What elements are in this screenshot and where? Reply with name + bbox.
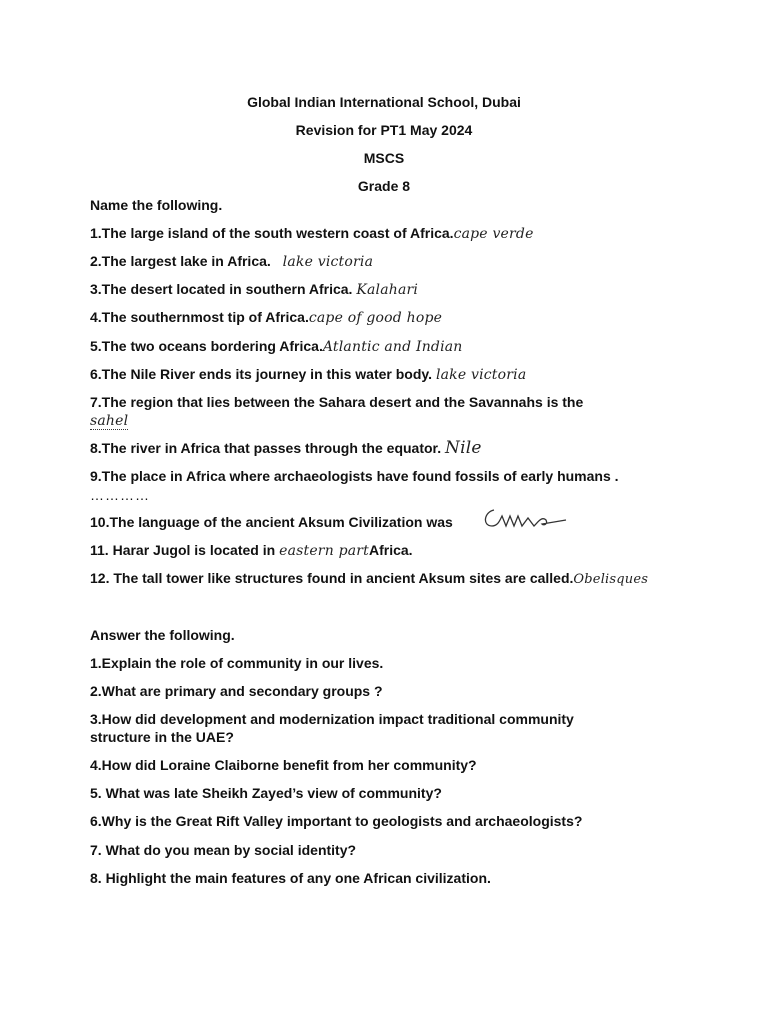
question-12-text: 12. The tall tower like structures found in ancient Aksum sites are called. [90,570,574,586]
question-5 [90,338,463,356]
answer-5: Atlantic and Indian [322,339,463,355]
answer-question-8: 8. Highlight the main features of any one African civilization. [90,870,491,886]
answer-1: cape verde [453,226,534,242]
answer-6: lake victoria [435,367,527,383]
answer-7: sahel [90,413,129,429]
question-3 [90,281,418,299]
question-11-text-post: Africa. [369,542,413,558]
question-2-text: 2.The largest lake in Africa. [90,253,271,269]
subject-name: MSCS [363,150,405,166]
answer-question-7: 7. What do you mean by social identity? [90,842,357,858]
question-6 [90,366,526,384]
question-3-text: 3.The desert located in southern Africa. [90,281,353,297]
answer-9-line [90,487,150,504]
question-7 [90,394,583,411]
answer-7-line [90,412,128,430]
revision-title: Revision for PT1 May 2024 [295,122,473,138]
section2-title: Answer the following. [90,627,235,643]
question-10-text: 10.The language of the ancient Aksum Civilization was [90,514,453,530]
question-7-text: 7.The region that lies between the Sahara desert and the Savannahs is the [90,394,584,410]
question-1-text: 1.The large island of the south western coast of Africa. [90,225,454,241]
answer-3: Kalahari [356,282,419,298]
answer-8: Nile [445,438,482,458]
answer-question-5: 5. What was late Sheikh Zayed’s view of community? [90,785,442,801]
answer-question-4: 4.How did Loraine Claiborne benefit from her community? [90,757,477,773]
question-4 [90,309,442,327]
answer-11: eastern part [279,543,369,559]
answer-10-scribble [480,502,570,532]
answer-question-1: 1.Explain the role of community in our lives. [90,655,384,671]
section1-title: Name the following. [90,197,223,213]
answer-question-3: 3.How did development and modernization impact traditional community [90,711,574,727]
answer-question-6: 6.Why is the Great Rift Valley important to geologists and archaeologists? [90,813,583,829]
answer-4: cape of good hope [308,310,443,326]
question-9-text: 9.The place in Africa where archaeologists have found fossils of early humans . [90,468,619,484]
answer-question-3-cont: structure in the UAE? [90,729,234,745]
question-6-text: 6.The Nile River ends its journey in this water body. [90,366,433,382]
question-5-text: 5.The two oceans bordering Africa. [90,338,323,354]
question-12 [90,570,648,588]
school-name: Global Indian International School, Dubai [247,94,521,110]
question-1 [90,225,534,243]
question-8-text: 8.The river in Africa that passes through the equator. [90,440,442,456]
grade-label: Grade 8 [357,178,411,194]
question-9 [90,468,619,485]
question-11-text-pre: 11. Harar Jugol is located in [90,542,276,558]
question-11 [90,542,413,560]
answer-12: Obelisques [573,572,649,587]
question-8 [90,440,482,457]
question-2 [90,253,373,271]
question-4-text: 4.The southernmost tip of Africa. [90,309,309,325]
question-10 [90,514,453,531]
answer-9-dots: ………… [90,487,150,503]
answer-2: lake victoria [282,254,374,270]
answer-question-2: 2.What are primary and secondary groups ? [90,683,383,699]
